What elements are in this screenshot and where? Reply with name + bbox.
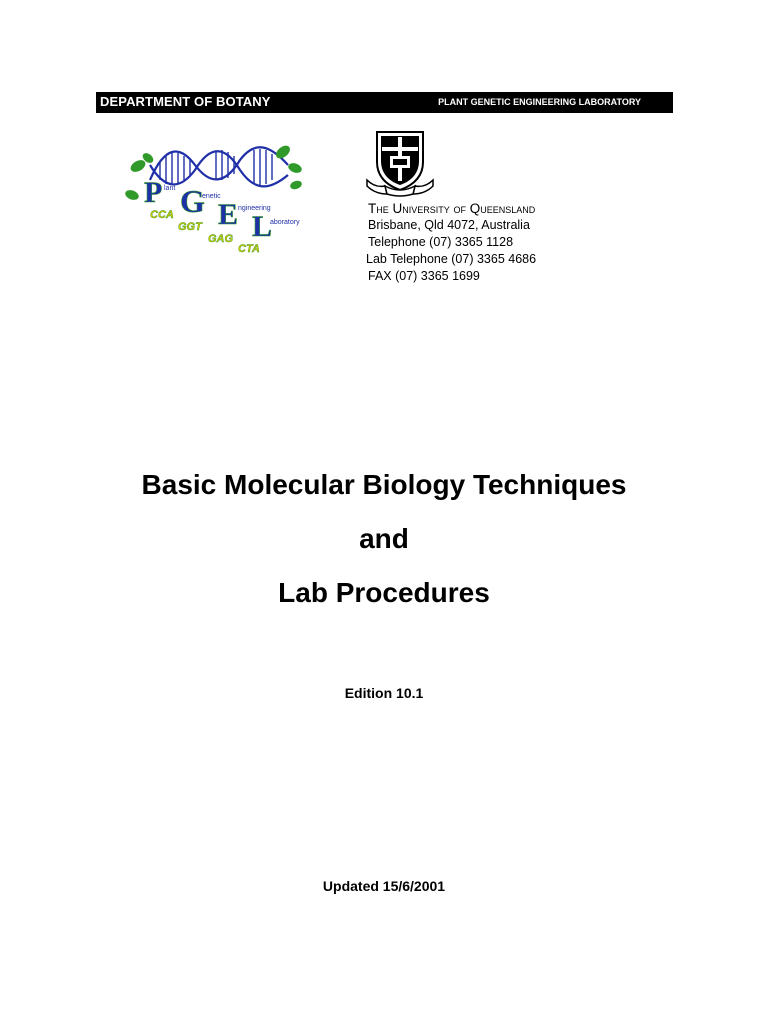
fax-number: FAX (07) 3365 1699 bbox=[368, 269, 480, 283]
university-crest-icon bbox=[365, 128, 435, 198]
logo-codon-gag: GAG bbox=[208, 233, 234, 245]
header-bar bbox=[96, 92, 673, 113]
logo-word-enetic: enetic bbox=[202, 193, 221, 200]
logo-codon-ggt: GGT bbox=[178, 221, 202, 233]
logo-letter-g: G bbox=[180, 183, 205, 219]
logo-word-lant: lant bbox=[164, 185, 176, 192]
logo-word-laboratory: aboratory bbox=[270, 219, 300, 226]
title-line-2: and bbox=[359, 523, 409, 554]
university-name: The University of Queensland bbox=[368, 201, 536, 216]
logo-word-engineering: ngineering bbox=[238, 205, 271, 212]
pgel-dna-logo-icon bbox=[120, 140, 310, 260]
logo-letter-p: P bbox=[144, 176, 163, 209]
logo-letter-l: L bbox=[252, 210, 273, 243]
university-address: Brisbane, Qld 4072, Australia bbox=[368, 218, 530, 232]
title-line-3: Lab Procedures bbox=[278, 577, 490, 608]
university-telephone: Telephone (07) 3365 1128 bbox=[368, 235, 514, 249]
edition-label: Edition 10.1 bbox=[344, 685, 424, 701]
university-contact-block bbox=[365, 200, 536, 285]
logo-codon-cta: CTA bbox=[238, 243, 260, 255]
lab-telephone: Lab Telephone (07) 3365 4686 bbox=[366, 252, 537, 266]
title-line-1: Basic Molecular Biology Techniques bbox=[141, 469, 627, 500]
updated-date: Updated 15/6/2001 bbox=[322, 878, 446, 894]
laboratory-name: PLANT GENETIC ENGINEERING LABORATORY bbox=[438, 97, 641, 107]
logo-letter-e: E bbox=[218, 198, 239, 231]
logo-codon-cca: CCA bbox=[150, 209, 174, 221]
department-name: DEPARTMENT OF BOTANY bbox=[100, 94, 271, 109]
